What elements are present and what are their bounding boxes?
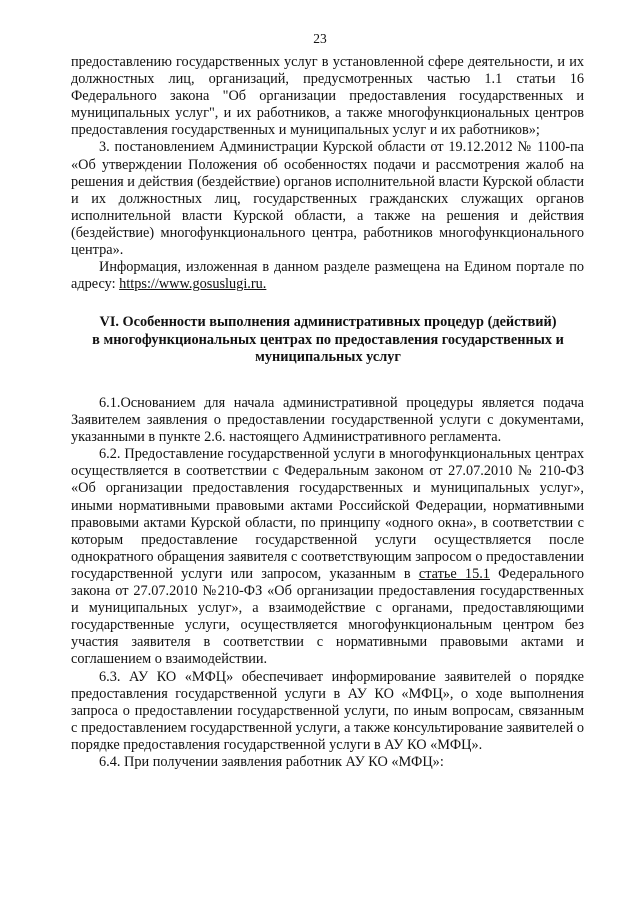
- paragraph-continuation: предоставлению государственных услуг в установленной сфере деятельности, и их должностных лиц, организаций, предусмотренных частью 1.1 статьи 16 Федерального закона "Об организации предоставления государственных и муниципальных услуг", и их работников, а также многофункциональных центров предоставления государственных и муниципальных услуг и их работников»;: [71, 54, 584, 139]
- section-heading-line-2: в многофункциональных центрах по предоставления государственных и: [92, 331, 564, 348]
- paragraph-6-3: 6.3. АУ КО «МФЦ» обеспечивает информирование заявителей о порядке предоставления государственной услуги в АУ КО «МФЦ», о ходе выполнения запроса о предоставлении государственной услуги, по иным вопросам, связанным с предоставлением государственной услуги, а также консультирование заявителей о порядке предоставления государственной услуги в АУ КО «МФЦ».: [71, 668, 584, 753]
- paragraph-6-4: 6.4. При получении заявления работник АУ КО «МФЦ»:: [99, 753, 444, 770]
- section-heading-line-1: VI. Особенности выполнения административных процедур (действий): [99, 314, 557, 330]
- page-number: 23: [313, 31, 327, 46]
- portal-info-text: Информация, изложенная в данном разделе размещена на Едином портале по адресу:: [71, 259, 584, 293]
- paragraph-6-2-part-a: 6.2. Предоставление государственной услуги в многофункциональных центрах осуществляется в соответствии с Федеральным законом от 27.07.2010 № 210-ФЗ «Об организации предоставления государственных и муниципальных услуг», иными нормативными правовыми актами Российской Федерации, нормативными правовыми актами Курской области, по принципу «одного окна», в соответствии с которым предоставление государственной услуги осуществляется после однократного обращения заявителя с соответствующим запросом о предоставлении государственной услуги или запросом, указанным в: [71, 446, 584, 582]
- top-text-block: [71, 54, 584, 293]
- gosuslugi-link[interactable]: https://www.gosuslugi.ru.: [119, 276, 267, 293]
- section-heading: [66, 314, 590, 367]
- paragraph-portal-info: [71, 259, 584, 293]
- section-body: [71, 395, 584, 771]
- paragraph-6-2: [71, 446, 584, 668]
- paragraph-6-1: 6.1.Основанием для начала административной процедуры является подача Заявителем заявления о предоставлении государственной услуги с документами, указанными в пункте 2.6. настоящего Административного регламента.: [71, 395, 584, 446]
- section-heading-line-3: муниципальных услуг: [255, 349, 401, 365]
- paragraph-resolution-3: 3. постановлением Администрации Курской области от 19.12.2012 № 1100-па «Об утверждении Положения об особенностях подачи и рассмотрения жалоб на решения и действия (бездействие) органов исполнительной власти Курской области и их должностных лиц, государственных гражданских служащих органов исполнительной власти Курской области, а также на решения и действия (бездействие) многофункционального центра, работников многофункционального центра».: [71, 139, 584, 259]
- paragraph-6-2-part-b: Федерального закона от 27.07.2010 №210-ФЗ «Об организации предоставления государственных и муниципальных услуг», а взаимодействие с органами, предоставляющими государственные услуги, осуществляется многофункциональным центром без участия заявителя в соответствии с нормативными правовыми актами и соглашением о взаимодействии.: [71, 565, 584, 668]
- article-15-1-link[interactable]: статье 15.1: [418, 565, 490, 582]
